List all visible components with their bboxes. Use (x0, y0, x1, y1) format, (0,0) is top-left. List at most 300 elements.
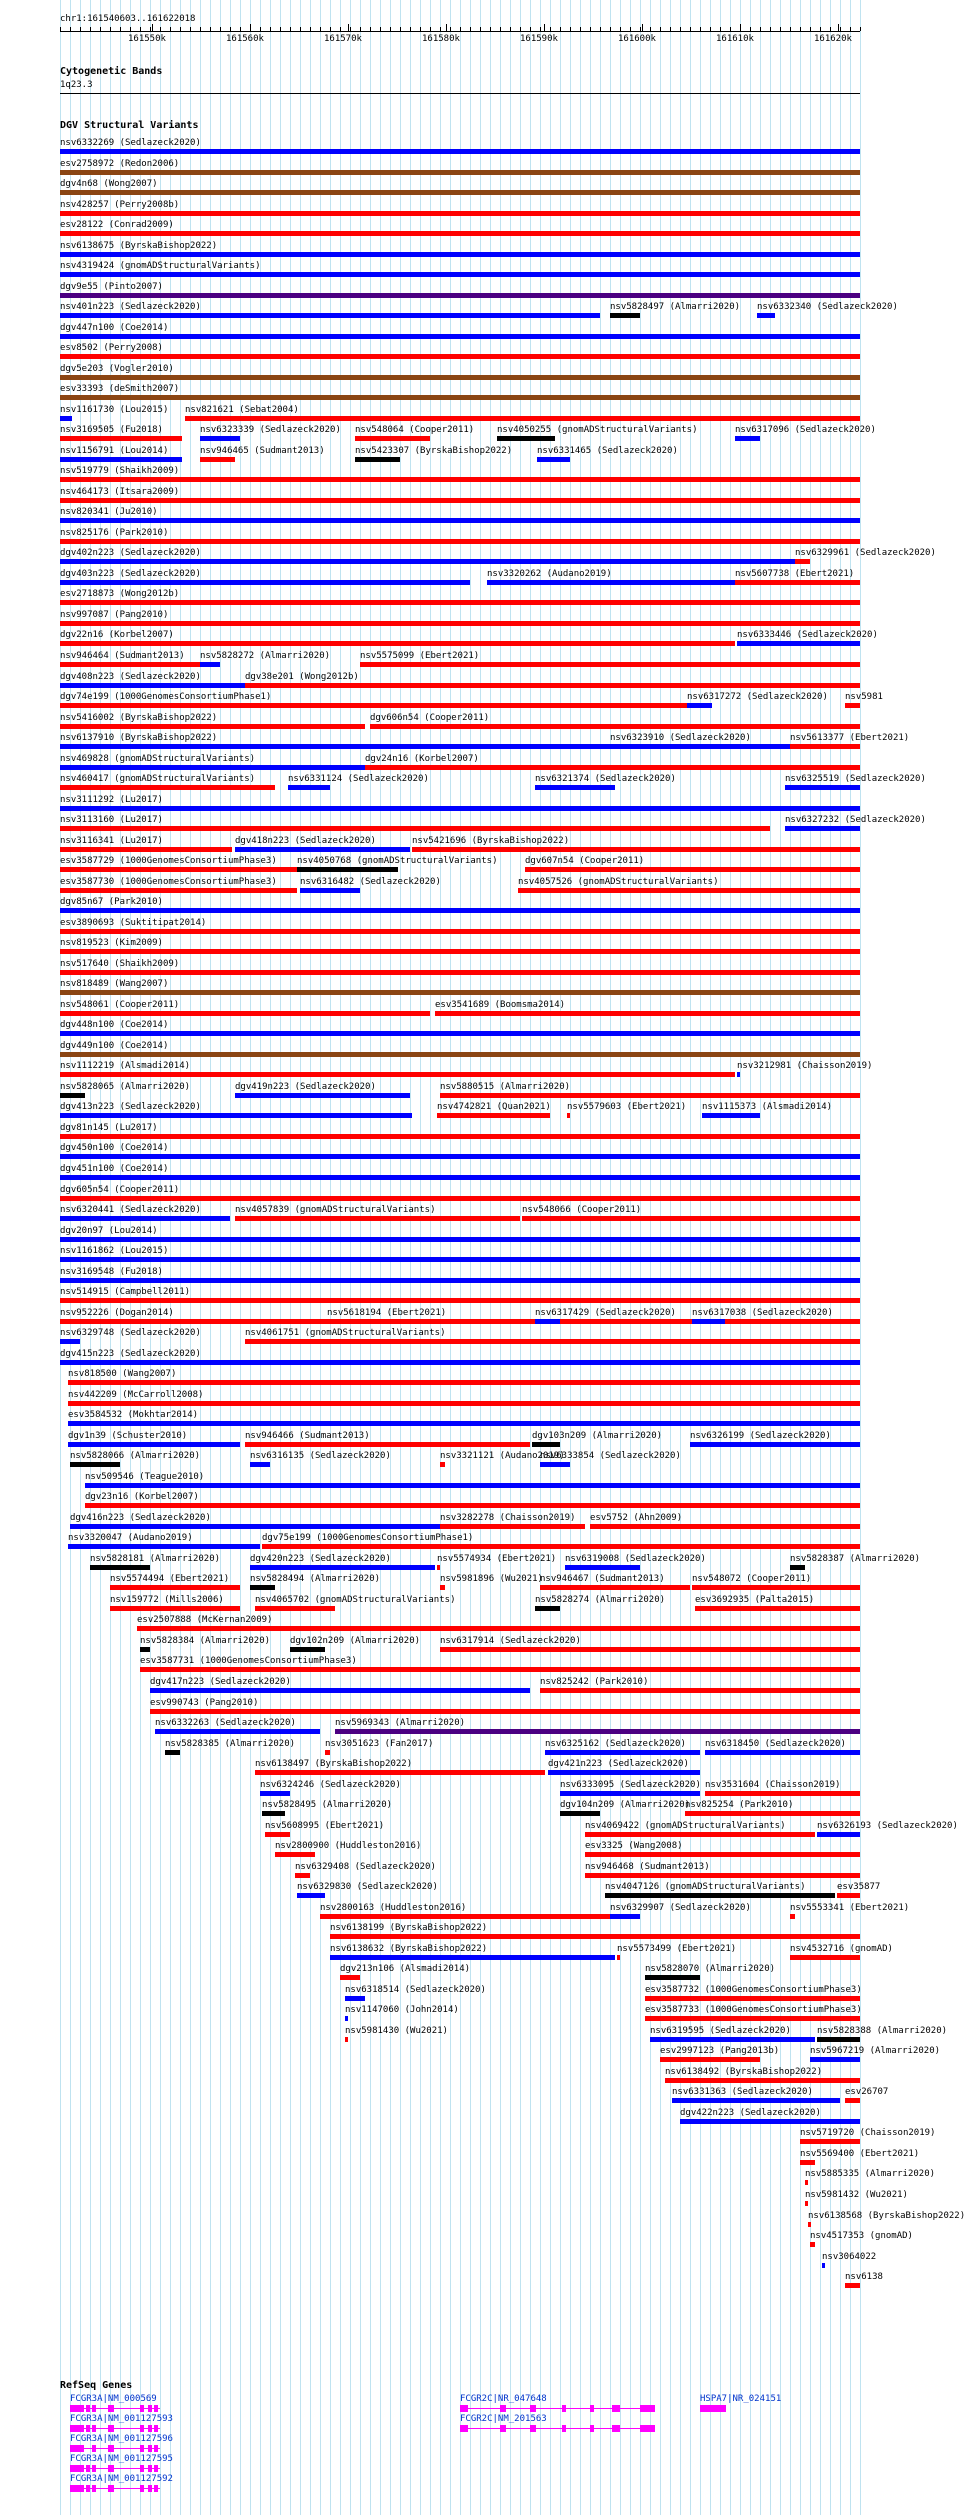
variant-bar[interactable] (60, 477, 860, 482)
gene-exon[interactable] (154, 2425, 158, 2432)
variant-bar[interactable] (110, 1606, 240, 1611)
variant-label[interactable]: nsv6317272 (Sedlazeck2020) (687, 692, 828, 702)
gene-label[interactable]: FCGR3A|NM_001127595 (70, 2454, 173, 2464)
variant-bar[interactable] (60, 1360, 860, 1365)
variant-label[interactable]: nsv3320262 (Audano2019) (487, 569, 612, 579)
variant-label[interactable]: nsv6317038 (Sedlazeck2020) (692, 1308, 833, 1318)
variant-label[interactable]: nsv517640 (Shaikh2009) (60, 959, 180, 969)
variant-bar[interactable] (70, 1524, 440, 1529)
gene-exon[interactable] (530, 2425, 536, 2432)
variant-bar[interactable] (565, 1565, 640, 1570)
variant-bar[interactable] (60, 170, 860, 175)
variant-label[interactable]: nsv820341 (Ju2010) (60, 507, 158, 517)
variant-label[interactable]: dgv422n223 (Sedlazeck2020) (680, 2108, 821, 2118)
variant-label[interactable]: nsv946467 (Sudmant2013) (540, 1574, 665, 1584)
variant-bar[interactable] (837, 1893, 860, 1898)
variant-label[interactable]: dgv447n100 (Coe2014) (60, 323, 169, 333)
variant-bar[interactable] (585, 1852, 860, 1857)
gene-exon[interactable] (500, 2425, 506, 2432)
variant-label[interactable]: esv3587732 (1000GenomesConsortiumPhase3) (645, 1985, 862, 1995)
variant-bar[interactable] (560, 1791, 700, 1796)
variant-label[interactable]: dgv103n209 (Almarri2020) (532, 1431, 663, 1441)
gene-exon[interactable] (92, 2485, 96, 2492)
variant-bar[interactable] (68, 1442, 240, 1447)
variant-label[interactable]: dgv417n223 (Sedlazeck2020) (150, 1677, 291, 1687)
gene-exon[interactable] (590, 2405, 594, 2412)
variant-label[interactable]: esv3587730 (1000GenomesConsortiumPhase3) (60, 877, 277, 887)
variant-label[interactable]: nsv3064022 (822, 2252, 877, 2262)
variant-label[interactable]: esv3541689 (Boomsma2014) (435, 1000, 566, 1010)
variant-bar[interactable] (540, 1688, 860, 1693)
gene-exon[interactable] (154, 2485, 158, 2492)
variant-bar[interactable] (737, 1072, 740, 1077)
variant-label[interactable]: esv3890693 (Suktitipat2014) (60, 918, 207, 928)
variant-label[interactable]: nsv6329907 (Sedlazeck2020) (610, 1903, 751, 1913)
variant-label[interactable]: dgv85n67 (Park2010) (60, 897, 163, 907)
variant-label[interactable]: nsv4742821 (Quan2021) (437, 1102, 551, 1112)
variant-bar[interactable] (540, 1585, 690, 1590)
gene-exon[interactable] (70, 2405, 84, 2412)
variant-label[interactable]: nsv6317429 (Sedlazeck2020) (535, 1308, 676, 1318)
variant-bar[interactable] (60, 416, 72, 421)
variant-label[interactable]: esv3325 (Wang2008) (585, 1841, 683, 1851)
variant-bar[interactable] (60, 683, 245, 688)
variant-bar[interactable] (60, 1278, 860, 1283)
variant-label[interactable]: nsv6138675 (ByrskaBishop2022) (60, 241, 218, 251)
variant-label[interactable]: nsv1147060 (John2014) (345, 2005, 459, 2015)
gene-exon[interactable] (612, 2405, 620, 2412)
variant-bar[interactable] (690, 1442, 860, 1447)
variant-bar[interactable] (288, 785, 330, 790)
variant-bar[interactable] (545, 1750, 700, 1755)
variant-label[interactable]: dgv419n223 (Sedlazeck2020) (235, 1082, 376, 1092)
variant-label[interactable]: nsv5828066 (Almarri2020) (70, 1451, 201, 1461)
variant-label[interactable]: dgv402n223 (Sedlazeck2020) (60, 548, 201, 558)
variant-label[interactable]: nsv6329408 (Sedlazeck2020) (295, 1862, 436, 1872)
variant-bar[interactable] (672, 2098, 840, 2103)
variant-label[interactable]: nsv3321121 (Audano2019) (440, 1451, 565, 1461)
variant-label[interactable]: nsv5573499 (Ebert2021) (617, 1944, 737, 1954)
variant-bar[interactable] (522, 1216, 860, 1221)
variant-label[interactable]: esv3584532 (Mokhtar2014) (68, 1410, 199, 1420)
variant-bar[interactable] (805, 2180, 808, 2185)
variant-label[interactable]: esv2718873 (Wong2012b) (60, 589, 180, 599)
variant-bar[interactable] (60, 724, 365, 729)
variant-label[interactable]: esv3587731 (1000GenomesConsortiumPhase3) (140, 1656, 357, 1666)
variant-bar[interactable] (330, 1934, 860, 1939)
variant-bar[interactable] (785, 785, 860, 790)
variant-label[interactable]: nsv818500 (Wang2007) (68, 1369, 177, 1379)
variant-bar[interactable] (60, 498, 860, 503)
variant-bar[interactable] (822, 2263, 825, 2268)
variant-label[interactable]: nsv3111292 (Lu2017) (60, 795, 163, 805)
gene-label[interactable]: HSPA7|NR_024151 (700, 2394, 782, 2404)
gene-exon[interactable] (86, 2465, 90, 2472)
variant-label[interactable]: dgv81n145 (Lu2017) (60, 1123, 158, 1133)
variant-label[interactable]: dgv606n54 (Cooper2011) (370, 713, 490, 723)
variant-bar[interactable] (535, 1606, 560, 1611)
gene-exon[interactable] (500, 2405, 506, 2412)
variant-label[interactable]: nsv6317096 (Sedlazeck2020) (735, 425, 876, 435)
variant-label[interactable]: nsv428257 (Perry2008b) (60, 200, 180, 210)
variant-label[interactable]: esv2758972 (Redon2006) (60, 159, 180, 169)
gene-exon[interactable] (108, 2485, 114, 2492)
variant-label[interactable]: esv33393 (deSmith2007) (60, 384, 180, 394)
gene-exon[interactable] (154, 2465, 158, 2472)
variant-bar[interactable] (60, 272, 860, 277)
variant-bar[interactable] (435, 1011, 860, 1016)
variant-label[interactable]: esv3692935 (Palta2015) (695, 1595, 815, 1605)
variant-bar[interactable] (60, 252, 860, 257)
variant-bar[interactable] (692, 1319, 725, 1324)
variant-label[interactable]: nsv5828274 (Almarri2020) (535, 1595, 666, 1605)
variant-bar[interactable] (60, 190, 860, 195)
variant-label[interactable]: nsv6327232 (Sedlazeck2020) (785, 815, 926, 825)
variant-label[interactable]: nsv6138497 (ByrskaBishop2022) (255, 1759, 413, 1769)
variant-label[interactable]: nsv946468 (Sudmant2013) (585, 1862, 710, 1872)
variant-bar[interactable] (60, 313, 600, 318)
variant-bar[interactable] (60, 1093, 85, 1098)
variant-label[interactable]: nsv6323910 (Sedlazeck2020) (610, 733, 751, 743)
gene-exon[interactable] (148, 2425, 152, 2432)
variant-label[interactable]: nsv548064 (Cooper2011) (355, 425, 475, 435)
variant-bar[interactable] (645, 2016, 860, 2021)
gene-exon[interactable] (148, 2465, 152, 2472)
variant-label[interactable]: nsv5828388 (Almarri2020) (817, 2026, 948, 2036)
gene-label[interactable]: FCGR3A|NM_001127593 (70, 2414, 173, 2424)
variant-bar[interactable] (735, 436, 760, 441)
variant-label[interactable]: nsv3169505 (Fu2018) (60, 425, 163, 435)
variant-bar[interactable] (200, 436, 240, 441)
variant-bar[interactable] (60, 847, 232, 852)
gene-exon[interactable] (140, 2405, 144, 2412)
variant-label[interactable]: nsv514915 (Campbell2011) (60, 1287, 191, 1297)
variant-label[interactable]: esv26707 (845, 2087, 889, 2097)
variant-label[interactable]: nsv5981896 (Wu2021) (440, 1574, 543, 1584)
variant-bar[interactable] (665, 2078, 860, 2083)
variant-bar[interactable] (297, 1893, 325, 1898)
gene-exon[interactable] (86, 2485, 90, 2492)
variant-bar[interactable] (60, 929, 860, 934)
variant-bar[interactable] (255, 1606, 335, 1611)
variant-bar[interactable] (140, 1647, 150, 1652)
variant-label[interactable]: esv3587729 (1000GenomesConsortiumPhase3) (60, 856, 277, 866)
variant-label[interactable]: dgv607n54 (Cooper2011) (525, 856, 645, 866)
variant-label[interactable]: nsv5828387 (Almarri2020) (790, 1554, 921, 1564)
variant-label[interactable]: nsv5579603 (Ebert2021) (567, 1102, 687, 1112)
variant-bar[interactable] (295, 1873, 310, 1878)
variant-label[interactable]: nsv5969343 (Almarri2020) (335, 1718, 466, 1728)
variant-bar[interactable] (150, 1688, 530, 1693)
variant-bar[interactable] (645, 1996, 860, 2001)
variant-bar[interactable] (345, 1996, 365, 2001)
variant-label[interactable]: nsv1115373 (Alsmadi2014) (702, 1102, 833, 1112)
variant-bar[interactable] (60, 1011, 430, 1016)
variant-bar[interactable] (325, 1750, 330, 1755)
variant-bar[interactable] (60, 621, 860, 626)
variant-bar[interactable] (560, 1811, 600, 1816)
variant-bar[interactable] (817, 2037, 860, 2042)
variant-label[interactable]: dgv23n16 (Korbel2007) (85, 1492, 199, 1502)
variant-bar[interactable] (440, 1647, 860, 1652)
variant-bar[interactable] (200, 457, 235, 462)
variant-label[interactable]: nsv6332269 (Sedlazeck2020) (60, 138, 201, 148)
variant-label[interactable]: nsv4069422 (gnomADStructuralVariants) (585, 1821, 786, 1831)
variant-bar[interactable] (685, 1811, 860, 1816)
variant-bar[interactable] (250, 1462, 270, 1467)
variant-bar[interactable] (705, 1750, 860, 1755)
variant-bar[interactable] (790, 1565, 805, 1570)
variant-bar[interactable] (60, 559, 795, 564)
variant-label[interactable]: nsv5423307 (ByrskaBishop2022) (355, 446, 513, 456)
variant-bar[interactable] (60, 785, 275, 790)
variant-label[interactable]: nsv946465 (Sudmant2013) (200, 446, 325, 456)
variant-bar[interactable] (60, 518, 860, 523)
variant-label[interactable]: nsv2800163 (Huddleston2016) (320, 1903, 467, 1913)
variant-bar[interactable] (585, 1832, 815, 1837)
variant-bar[interactable] (845, 2283, 860, 2288)
variant-label[interactable]: dgv20n97 (Lou2014) (60, 1226, 158, 1236)
variant-bar[interactable] (60, 1257, 860, 1262)
variant-bar[interactable] (60, 1175, 860, 1180)
gene-exon[interactable] (700, 2405, 726, 2412)
gene-exon[interactable] (140, 2485, 144, 2492)
variant-label[interactable]: nsv6138 (845, 2272, 883, 2282)
variant-label[interactable]: nsv548066 (Cooper2011) (522, 1205, 642, 1215)
variant-label[interactable]: esv28122 (Conrad2009) (60, 220, 174, 230)
variant-bar[interactable] (60, 293, 860, 298)
variant-bar[interactable] (660, 2057, 760, 2062)
variant-bar[interactable] (355, 457, 400, 462)
variant-bar[interactable] (345, 2016, 348, 2021)
gene-label[interactable]: FCGR3A|NM_001127592 (70, 2474, 173, 2484)
variant-bar[interactable] (335, 1729, 860, 1734)
variant-bar[interactable] (235, 1093, 410, 1098)
variant-bar[interactable] (60, 1216, 230, 1221)
variant-bar[interactable] (110, 1585, 240, 1590)
variant-bar[interactable] (687, 703, 712, 708)
variant-label[interactable]: nsv6316482 (Sedlazeck2020) (300, 877, 441, 887)
variant-label[interactable]: nsv6138492 (ByrskaBishop2022) (665, 2067, 823, 2077)
variant-label[interactable]: nsv5981432 (Wu2021) (805, 2190, 908, 2200)
gene-exon[interactable] (70, 2485, 84, 2492)
variant-bar[interactable] (60, 149, 860, 154)
variant-label[interactable]: dgv415n223 (Sedlazeck2020) (60, 1349, 201, 1359)
variant-label[interactable]: esv35877 (837, 1882, 881, 1892)
variant-label[interactable]: nsv5575099 (Ebert2021) (360, 651, 480, 661)
variant-bar[interactable] (60, 970, 860, 975)
variant-label[interactable]: nsv5885335 (Almarri2020) (805, 2169, 936, 2179)
variant-bar[interactable] (540, 1462, 570, 1467)
variant-label[interactable]: nsv5967219 (Almarri2020) (810, 2046, 941, 2056)
variant-label[interactable]: nsv6329830 (Sedlazeck2020) (297, 1882, 438, 1892)
variant-bar[interactable] (68, 1421, 860, 1426)
gene-exon[interactable] (148, 2405, 152, 2412)
gene-exon[interactable] (140, 2465, 144, 2472)
variant-bar[interactable] (440, 1524, 585, 1529)
variant-label[interactable]: nsv818489 (Wang2007) (60, 979, 169, 989)
variant-label[interactable]: nsv5607738 (Ebert2021) (735, 569, 855, 579)
gene-exon[interactable] (92, 2445, 96, 2452)
variant-bar[interactable] (345, 2037, 348, 2042)
variant-label[interactable]: nsv509546 (Teague2010) (85, 1472, 205, 1482)
variant-bar[interactable] (537, 457, 570, 462)
variant-bar[interactable] (245, 1442, 530, 1447)
variant-bar[interactable] (265, 1832, 290, 1837)
variant-bar[interactable] (365, 765, 860, 770)
variant-label[interactable]: nsv4319424 (gnomADStructuralVariants) (60, 261, 261, 271)
variant-label[interactable]: nsv5613377 (Ebert2021) (790, 733, 910, 743)
gene-exon[interactable] (70, 2445, 84, 2452)
variant-label[interactable]: nsv6333446 (Sedlazeck2020) (737, 630, 878, 640)
variant-label[interactable]: nsv1161862 (Lou2015) (60, 1246, 169, 1256)
variant-label[interactable]: nsv5569400 (Ebert2021) (800, 2149, 920, 2159)
variant-label[interactable]: nsv3212981 (Chaisson2019) (737, 1061, 873, 1071)
variant-label[interactable]: nsv401n223 (Sedlazeck2020) (60, 302, 201, 312)
variant-bar[interactable] (795, 559, 810, 564)
variant-bar[interactable] (735, 580, 860, 585)
variant-bar[interactable] (567, 1113, 570, 1118)
variant-bar[interactable] (785, 826, 860, 831)
variant-label[interactable]: nsv519779 (Shaikh2009) (60, 466, 180, 476)
variant-label[interactable]: dgv421n223 (Sedlazeck2020) (548, 1759, 689, 1769)
variant-label[interactable]: nsv6325519 (Sedlazeck2020) (785, 774, 926, 784)
variant-bar[interactable] (518, 888, 860, 893)
variant-label[interactable]: dgv408n223 (Sedlazeck2020) (60, 672, 201, 682)
variant-label[interactable]: nsv4065702 (gnomADStructuralVariants) (255, 1595, 456, 1605)
gene-exon[interactable] (86, 2405, 90, 2412)
variant-bar[interactable] (610, 744, 640, 749)
variant-bar[interactable] (360, 662, 860, 667)
variant-bar[interactable] (60, 457, 182, 462)
variant-label[interactable]: nsv946466 (Sudmant2013) (245, 1431, 370, 1441)
variant-label[interactable]: nsv6329961 (Sedlazeck2020) (795, 548, 936, 558)
variant-label[interactable]: esv990743 (Pang2010) (150, 1698, 259, 1708)
variant-label[interactable]: nsv821621 (Sebat2004) (185, 405, 299, 415)
variant-label[interactable]: nsv825176 (Park2010) (60, 528, 169, 538)
variant-label[interactable]: dgv605n54 (Cooper2011) (60, 1185, 180, 1195)
variant-bar[interactable] (60, 1113, 412, 1118)
variant-bar[interactable] (817, 1832, 860, 1837)
variant-label[interactable]: nsv2800900 (Huddleston2016) (275, 1841, 422, 1851)
variant-label[interactable]: nsv5828385 (Almarri2020) (165, 1739, 296, 1749)
gene-label[interactable]: FCGR2C|NR_047648 (460, 2394, 547, 2404)
variant-label[interactable]: nsv6331124 (Sedlazeck2020) (288, 774, 429, 784)
variant-bar[interactable] (805, 2201, 808, 2206)
gene-exon[interactable] (92, 2465, 96, 2472)
variant-bar[interactable] (617, 1955, 620, 1960)
variant-label[interactable]: nsv6324246 (Sedlazeck2020) (260, 1780, 401, 1790)
variant-bar[interactable] (60, 908, 860, 913)
variant-label[interactable]: nsv5553341 (Ebert2021) (790, 1903, 910, 1913)
variant-bar[interactable] (535, 785, 615, 790)
variant-bar[interactable] (68, 1544, 260, 1549)
variant-label[interactable]: dgv4n68 (Wong2007) (60, 179, 158, 189)
variant-bar[interactable] (650, 2037, 815, 2042)
variant-label[interactable]: nsv6331465 (Sedlazeck2020) (537, 446, 678, 456)
variant-label[interactable]: nsv5828497 (Almarri2020) (610, 302, 741, 312)
variant-bar[interactable] (150, 1709, 860, 1714)
gene-exon[interactable] (148, 2445, 152, 2452)
variant-label[interactable]: dgv450n100 (Coe2014) (60, 1143, 169, 1153)
gene-exon[interactable] (148, 2485, 152, 2492)
variant-bar[interactable] (845, 703, 860, 708)
variant-label[interactable]: nsv4047126 (gnomADStructuralVariants) (605, 1882, 806, 1892)
variant-bar[interactable] (808, 2222, 811, 2227)
variant-label[interactable]: nsv5981 (845, 692, 883, 702)
variant-label[interactable]: nsv3531604 (Chaisson2019) (705, 1780, 841, 1790)
variant-bar[interactable] (60, 1237, 860, 1242)
variant-bar[interactable] (300, 888, 360, 893)
variant-bar[interactable] (548, 1770, 700, 1775)
gene-exon[interactable] (460, 2425, 468, 2432)
variant-label[interactable]: nsv6332263 (Sedlazeck2020) (155, 1718, 296, 1728)
variant-bar[interactable] (297, 867, 398, 872)
variant-label[interactable]: dgv74e199 (1000GenomesConsortiumPhase1) (60, 692, 272, 702)
gene-exon[interactable] (154, 2445, 158, 2452)
variant-bar[interactable] (235, 1216, 520, 1221)
variant-bar[interactable] (60, 1072, 735, 1077)
variant-bar[interactable] (487, 580, 735, 585)
variant-bar[interactable] (60, 867, 297, 872)
variant-bar[interactable] (437, 1565, 440, 1570)
variant-bar[interactable] (185, 416, 860, 421)
variant-label[interactable]: nsv4050768 (gnomADStructuralVariants) (297, 856, 498, 866)
variant-label[interactable]: nsv4517353 (gnomAD) (810, 2231, 913, 2241)
variant-label[interactable]: dgv413n223 (Sedlazeck2020) (60, 1102, 201, 1112)
variant-bar[interactable] (535, 1319, 560, 1324)
variant-label[interactable]: nsv825254 (Park2010) (685, 1800, 794, 1810)
variant-label[interactable]: nsv6137910 (ByrskaBishop2022) (60, 733, 218, 743)
variant-bar[interactable] (60, 1339, 80, 1344)
variant-bar[interactable] (137, 1626, 860, 1631)
variant-bar[interactable] (497, 436, 555, 441)
variant-label[interactable]: nsv946464 (Sudmant2013) (60, 651, 185, 661)
variant-label[interactable]: nsv6320441 (Sedlazeck2020) (60, 1205, 201, 1215)
variant-label[interactable]: dgv449n100 (Coe2014) (60, 1041, 169, 1051)
variant-bar[interactable] (437, 1113, 550, 1118)
variant-bar[interactable] (290, 1647, 325, 1652)
gene-exon[interactable] (108, 2465, 114, 2472)
variant-label[interactable]: esv5752 (Ahn2009) (590, 1513, 683, 1523)
variant-bar[interactable] (692, 1585, 860, 1590)
variant-bar[interactable] (605, 1893, 835, 1898)
variant-label[interactable]: nsv1112219 (Alsmadi2014) (60, 1061, 191, 1071)
variant-label[interactable]: nsv6318514 (Sedlazeck2020) (345, 1985, 486, 1995)
variant-bar[interactable] (260, 1791, 290, 1796)
variant-label[interactable]: nsv6323339 (Sedlazeck2020) (200, 425, 341, 435)
variant-bar[interactable] (60, 1031, 860, 1036)
variant-label[interactable]: nsv464173 (Itsara2009) (60, 487, 180, 497)
variant-bar[interactable] (610, 313, 640, 318)
variant-label[interactable]: nsv1161730 (Lou2015) (60, 405, 169, 415)
variant-bar[interactable] (680, 2119, 860, 2124)
variant-bar[interactable] (702, 1113, 760, 1118)
variant-label[interactable]: nsv4532716 (gnomAD) (790, 1944, 893, 1954)
variant-bar[interactable] (90, 1565, 150, 1570)
variant-bar[interactable] (140, 1667, 860, 1672)
variant-label[interactable]: nsv5981430 (Wu2021) (345, 2026, 448, 2036)
gene-label[interactable]: FCGR2C|NM_201563 (460, 2414, 547, 2424)
variant-bar[interactable] (68, 1380, 860, 1385)
variant-label[interactable]: dgv9e55 (Pinto2007) (60, 282, 163, 292)
variant-label[interactable]: dgv420n223 (Sedlazeck2020) (250, 1554, 391, 1564)
variant-label[interactable]: nsv159772 (Mills2006) (110, 1595, 224, 1605)
variant-label[interactable]: nsv3051623 (Fan2017) (325, 1739, 434, 1749)
variant-bar[interactable] (262, 1811, 285, 1816)
variant-bar[interactable] (60, 1196, 860, 1201)
variant-bar[interactable] (60, 436, 182, 441)
